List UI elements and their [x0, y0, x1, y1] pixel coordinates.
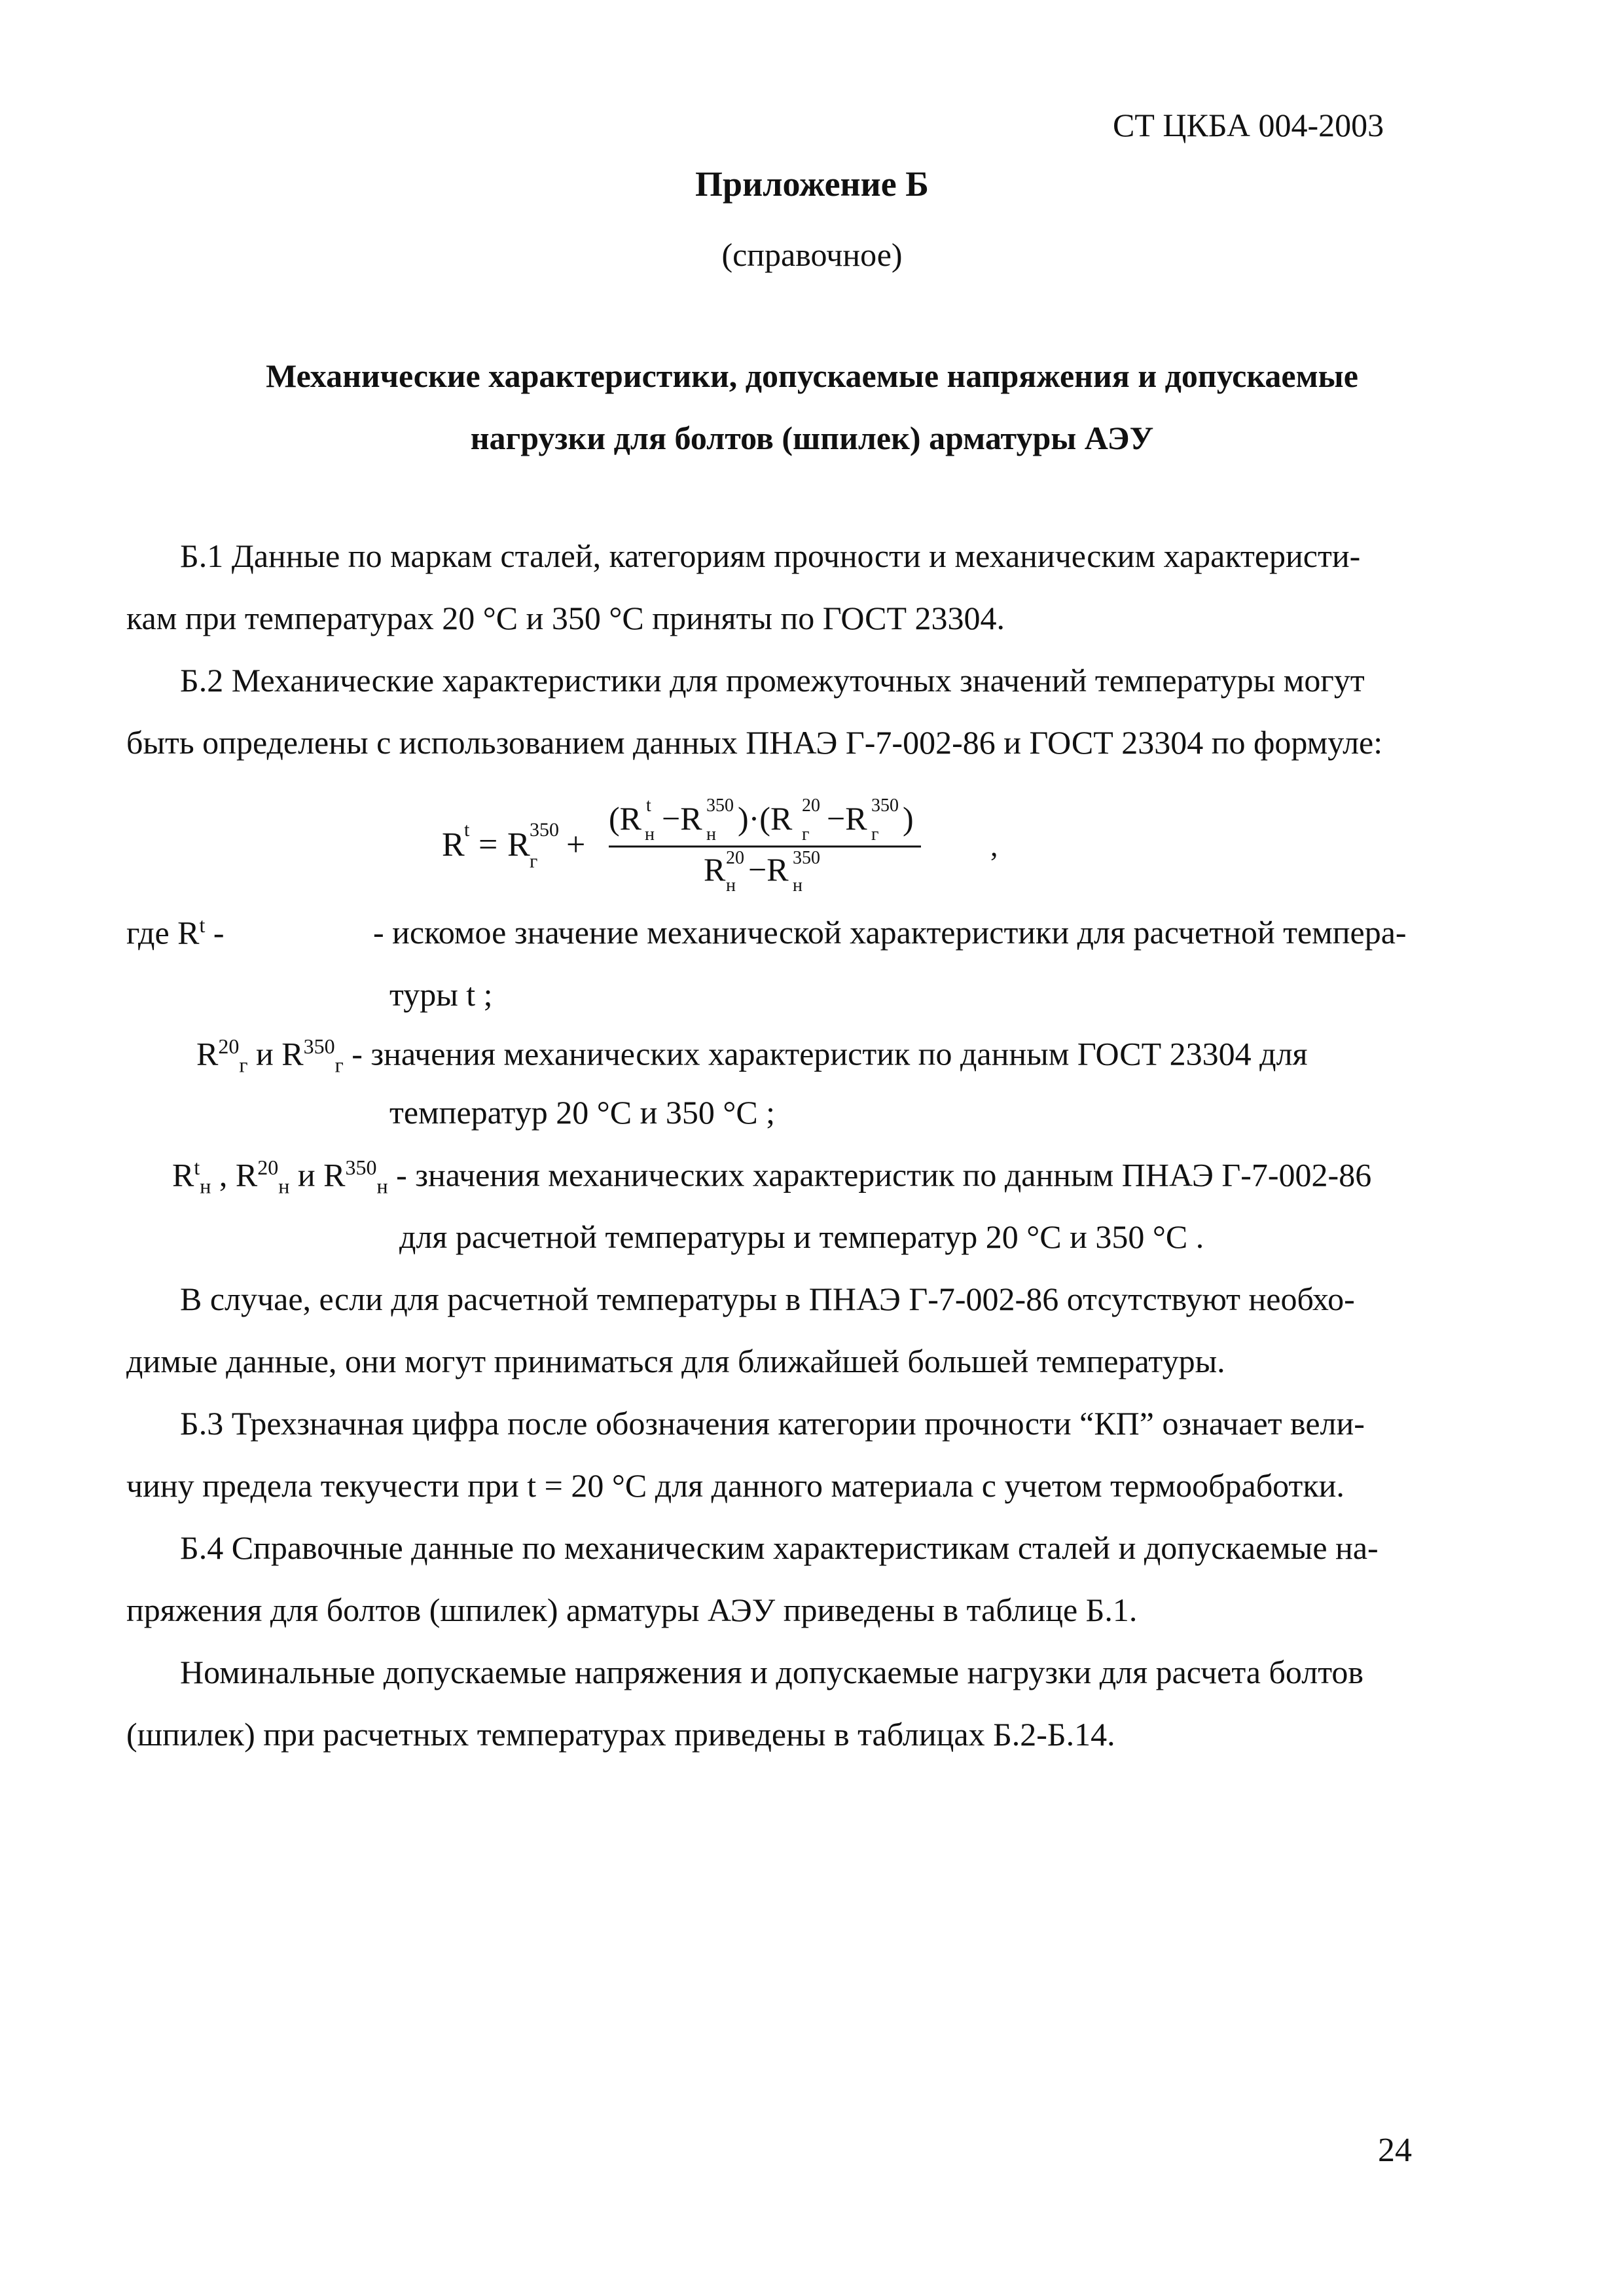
formula-lhs-sup: t	[464, 819, 470, 841]
formula-svg	[435, 782, 1090, 913]
r2-a-sub: г	[239, 1053, 248, 1077]
r3-c-sub: н	[376, 1174, 388, 1198]
where-word: где	[126, 914, 170, 951]
formula-den-sub2: н	[793, 875, 803, 896]
formula-num-minus1: −R	[662, 800, 702, 837]
formula-num-sup4: 350	[871, 795, 899, 816]
r2-b-sup: 350	[303, 1034, 335, 1058]
r3-b-sub: н	[278, 1174, 290, 1198]
formula-term1: R	[507, 826, 530, 864]
r3-sep: ,	[211, 1156, 236, 1194]
r3-a-sup: t	[194, 1156, 200, 1179]
appendix-title: Приложение Б	[695, 164, 929, 204]
paragraph-b3-line1: Б.3 Трехзначная цифра после обозначения категории прочности “КП” означает вели-	[180, 1405, 1365, 1442]
r2-b: R	[281, 1035, 304, 1072]
r2-a: R	[196, 1035, 219, 1072]
paragraph-note-line1: В случае, если для расчетной температуры в ПНАЭ Г-7-002-86 отсутствуют необхо-	[180, 1281, 1355, 1317]
appendix-subtitle: (справочное)	[721, 236, 903, 273]
formula-term1-sup: 350	[530, 819, 559, 841]
formula-num-sup1: t	[646, 795, 651, 816]
paragraph-nominal-line2: (шпилек) при расчетных температурах приведены в таблицах Б.2-Б.14.	[126, 1716, 1115, 1753]
paragraph-b4-line1: Б.4 Справочные данные по механическим характеристикам сталей и допускаемые на-	[180, 1529, 1379, 1566]
r3-and: и	[289, 1156, 324, 1194]
paragraph-nominal-line1: Номинальные допускаемые напряжения и допускаемые нагрузки для расчета болтов	[180, 1654, 1364, 1690]
rt-definition-line1: - искомое значение механической характеристики для расчетной темпера-	[373, 914, 1407, 951]
r3-a: R	[172, 1156, 194, 1194]
formula-den-r1: R	[704, 851, 726, 888]
r-pnae-definition	[172, 1156, 1371, 1199]
formula-comma: ,	[990, 829, 998, 862]
paragraph-b1-line1: Б.1 Данные по маркам сталей, категориям прочности и механическим характеристи-	[180, 538, 1361, 574]
formula-num-sup3: 20	[802, 795, 820, 816]
formula-num-sub3: г	[802, 824, 810, 845]
r2-b-sub: г	[334, 1053, 344, 1077]
formula-num-dot: )·(R	[738, 800, 793, 837]
document-number: СТ ЦКБА 004-2003	[1113, 107, 1384, 143]
r2-and: и	[247, 1035, 282, 1072]
r3-a-sub: н	[200, 1174, 211, 1198]
section-heading-line1: Механические характеристики, допускаемые напряжения и допускаемые	[266, 357, 1358, 394]
formula-term1-sub: г	[530, 850, 538, 872]
formula-den-sub1: н	[726, 875, 736, 896]
rt-definition-line2: туры t ;	[389, 976, 493, 1013]
formula-num-sub4: г	[871, 824, 879, 845]
formula-num-sub2: н	[706, 824, 716, 845]
formula-num-close: )	[903, 800, 914, 837]
paragraph-b3-line2: чину предела текучести при t = 20 °С для данного материала с учетом термообработки.	[126, 1467, 1344, 1504]
paragraph-note-line2: димые данные, они могут приниматься для ближайшей большей температуры.	[126, 1343, 1225, 1379]
formula-num-minus2: −R	[827, 800, 867, 837]
rt-dash: -	[205, 914, 225, 951]
r3-c: R	[323, 1156, 346, 1194]
r-gost-definition	[196, 1034, 1308, 1078]
r3-b-sup: 20	[257, 1156, 279, 1179]
paragraph-b1-line2: кам при температурах 20 °С и 350 °С приняты по ГОСТ 23304.	[126, 600, 1005, 636]
formula-plus: +	[566, 826, 586, 864]
page-number: 24	[1378, 2132, 1412, 2169]
formula-den-sup1: 20	[726, 848, 744, 868]
formula-num-sup2: 350	[706, 795, 734, 816]
formula-lhs: R	[442, 826, 465, 864]
formula-den-sup2: 350	[793, 848, 820, 868]
where-label	[126, 913, 225, 952]
r3-c-sup: 350	[345, 1156, 377, 1179]
formula-den-minus: −R	[748, 851, 789, 888]
r2-a-sup: 20	[218, 1034, 240, 1058]
formula-equals: =	[478, 826, 498, 864]
r3-b: R	[235, 1156, 258, 1194]
section-heading-line2: нагрузки для болтов (шпилек) арматуры АЭУ	[470, 420, 1154, 456]
formula-num-open: (R	[609, 800, 641, 837]
r2-definition-line2: температур 20 °С и 350 °С ;	[389, 1094, 776, 1131]
paragraph-b4-line2: пряжения для болтов (шпилек) арматуры АЭУ приведены в таблице Б.1.	[126, 1592, 1138, 1628]
interpolation-formula	[435, 782, 1090, 913]
r2-def-line1: - значения механических характеристик по данным ГОСТ 23304 для	[343, 1035, 1308, 1072]
paragraph-b2-line1: Б.2 Механические характеристики для промежуточных значений температуры могут	[180, 662, 1365, 699]
r3-def-line1: - значения механических характеристик по данным ПНАЭ Г-7-002-86	[388, 1156, 1372, 1194]
r3-definition-line2: для расчетной температуры и температур 20 °С и 350 °С .	[399, 1218, 1204, 1255]
rt-sup: t	[199, 913, 206, 937]
formula-num-sub1: н	[645, 824, 655, 845]
paragraph-b2-line2: быть определены с использованием данных ПНАЭ Г-7-002-86 и ГОСТ 23304 по формуле:	[126, 724, 1383, 761]
rt-symbol: R	[177, 914, 200, 951]
